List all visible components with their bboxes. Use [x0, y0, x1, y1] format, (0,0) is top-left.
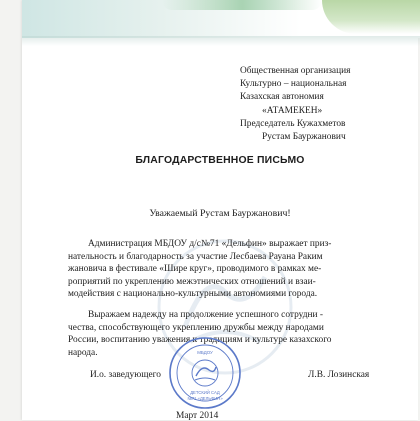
- stamp-text-line-1: МБДОУ: [197, 350, 213, 355]
- signatory-name: Л.В. Лозинская: [308, 370, 370, 380]
- body-line: Выражаем надежду на продолжение успешного сотрудни -: [88, 309, 324, 320]
- stamp-text-line-3: №71 «ДЕЛЬФИН»: [187, 396, 223, 401]
- addressee-block: [240, 65, 410, 144]
- body-line: Администрация МБДОУ д/с№71 «Дельфин» выражает приз-: [88, 239, 332, 249]
- addressee-line: Культурно – национальная: [240, 79, 347, 90]
- banner-leaf-accent: [162, 0, 322, 10]
- organization-stamp: [168, 336, 242, 410]
- letter-title: БЛАГОДАРСТВЕННОЕ ПИСЬМО: [135, 155, 305, 166]
- decorative-header-banner: [22, 0, 420, 52]
- banner-shadow: [22, 36, 420, 46]
- paragraph-gap: [68, 301, 390, 309]
- body-line: России, воспитанию уважения к традициям и культуре казахского: [68, 335, 332, 346]
- addressee-line: Общественная организация: [240, 66, 351, 76]
- addressee-line: Председатель Кужахметов: [240, 118, 346, 129]
- body-line: нательность и благодарность за участие Лесбаева Рауана Раким: [68, 251, 323, 262]
- body-line: чества, способствующего укреплению дружбы между народами: [68, 322, 324, 333]
- stamp-graphic: [168, 336, 242, 410]
- stamp-text-line-2: ДЕТСКИЙ САД: [190, 390, 220, 395]
- signatory-role: И.о. заведующего: [90, 370, 161, 380]
- body-line: роприятий по укреплению межэтнических отношений и взаи-: [68, 276, 316, 287]
- body-line: модействия с национально-культурными автономиями города.: [68, 289, 318, 300]
- greeting: Уважаемый Рустам Бауржанович!: [149, 208, 291, 219]
- body-line: народа.: [68, 347, 98, 358]
- addressee-line: «АТАМЕКЕН»: [262, 105, 323, 116]
- addressee-line: Рустам Бауржанович: [262, 132, 346, 143]
- letter-date: Март 2014: [176, 411, 219, 421]
- addressee-line: Казахская автономия: [240, 92, 324, 103]
- body-line: жановича в фестивале «Шире круг», проводимого в рамках ме-: [68, 264, 322, 275]
